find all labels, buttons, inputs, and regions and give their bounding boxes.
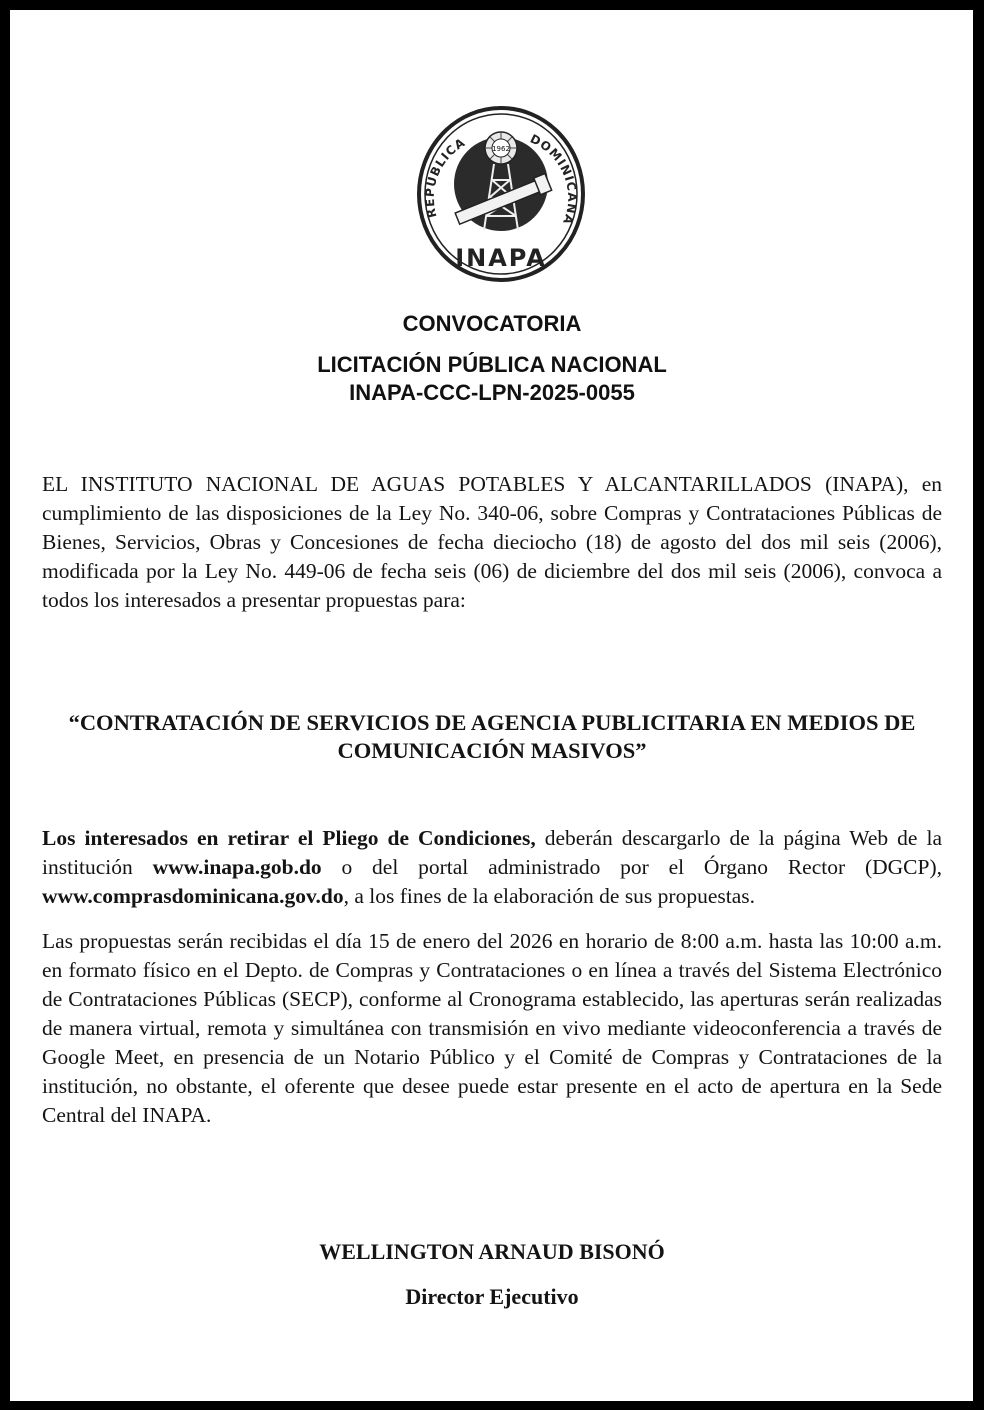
pliego-text-1: deberán descargarlo de la página Web de la institución [42,826,942,879]
reception-paragraph: Las propuestas serán recibidas el día 15 de enero del 2026 en horario de 8:00 a.m. hasta las 10:00 a.m. en formato físico en el Depto. de Compras y Contrataciones o en línea a través del Sistema Electrónico de Contrataciones Públicas (SECP), conforme al Cronograma establecido, las aperturas serán realizadas de manera virtual, remota y simultánea con transmisión en vivo mediante videoconferencia a través de Google Meet, en presencia de un Notario Público y el Comité de Compras y Contrataciones de la institución, no obstante, el oferente que desee puede estar presente en el acto de apertura en la Sede Central del INAPA. [42,929,942,1127]
inapa-seal-logo [416,106,586,288]
pliego-paragraph [42,824,942,911]
tender-code: INAPA-CCC-LPN-2025-0055 [349,380,635,405]
dgcp-url: www.comprasdominicana.gov.do [42,884,344,908]
intro-paragraph: EL INSTITUTO NACIONAL DE AGUAS POTABLES Y ALCANTARILLADOS (INAPA), en cumplimiento de las disposiciones de la Ley No. 340-06, sobre Compras y Contrataciones Públicas de Bienes, Servicios, Obras y Concesiones de fecha dieciocho (18) de agosto del dos mil seis (2006), modificada por la Ley No. 449-06 de fecha seis (06) de diciembre del dos mil seis (2006), convoca a todos los interesados a presentar propuestas para: [42,472,942,612]
seal-year: 1962 [492,145,510,153]
tender-type: LICITACIÓN PÚBLICA NACIONAL [317,352,667,377]
seal-arc-left-text: REPUBLICA [422,135,468,220]
signatory-role: Director Ejecutivo [405,1284,579,1309]
signatory-name: WELLINGTON ARNAUD BISONÓ [319,1239,665,1264]
pliego-text-3: , a los fines de la elaboración de sus propuestas. [343,884,756,908]
service-title: “CONTRATACIÓN DE SERVICIOS DE AGENCIA PUBLICITARIA EN MEDIOS DE COMUNICACIÓN MASIVOS” [68,710,916,763]
pliego-text-2: o del portal administrado por el Órgano Rector (DGCP), [321,855,942,879]
seal-arc-right-text: DOMINICANA [527,131,580,228]
seal-name: INAPA [455,244,547,272]
page-title: CONVOCATORIA [402,311,582,336]
inapa-url: www.inapa.gob.do [152,855,322,879]
pliego-lead: Los interesados en retirar el Pliego de Condiciones, [42,826,536,850]
